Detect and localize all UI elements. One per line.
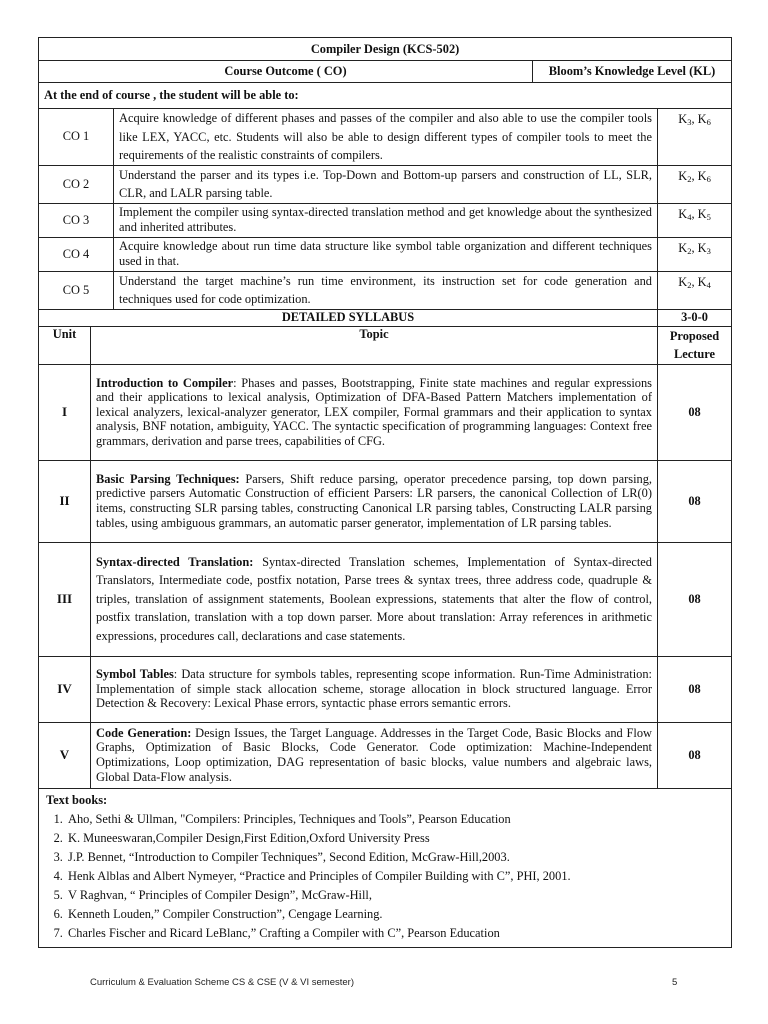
- kl-column-header: Bloom’s Knowledge Level (KL): [533, 61, 732, 83]
- unit-body: : Phases and passes, Bootstrapping, Finite state machines and regular expressions and their applications to lexical analysis, Optimization of DFA-Based Pattern Matchers implementation of lexical analyzers, lexical-analyzer generator, LEX compiler, Formal grammars and their application to syntax analysis, BNF notation, ambiguity, YACC. The syntactic specification of programming languages: Context free grammars, derivation and parse trees, capabilities of CFG.: [96, 375, 652, 448]
- co-kl: $K_4$, $K_5$: [658, 203, 732, 237]
- unit-lectures: 08: [658, 656, 732, 722]
- co-description: Implement the compiler using syntax-directed translation method and get knowledge about the synthesized and inherited attributes.: [114, 203, 658, 237]
- textbooks-heading: Text books:: [46, 792, 108, 807]
- textbook-item: 5. V Raghvan, “ Principles of Compiler Design”, McGraw-Hill,: [66, 886, 724, 905]
- unit-row: [39, 460, 732, 542]
- textbooks-section: [39, 788, 732, 947]
- unit-topic: [91, 656, 658, 722]
- co-row: [39, 203, 732, 237]
- unit-lectures: 08: [658, 542, 732, 656]
- unit-row: [39, 542, 732, 656]
- co-column-header: Course Outcome ( CO): [39, 61, 533, 83]
- unit-body: : Data structure for symbols tables, representing scope information. Run-Time Administration: Implementation of simple stack allocation scheme, storage allocation in block structured language. Error Detection & Recovery: Lexical Phase errors, syntactic phase errors semantic errors.: [96, 667, 652, 711]
- unit-number: III: [39, 542, 91, 656]
- unit-row: [39, 364, 732, 460]
- co-description: Acquire knowledge about run time data structure like symbol table organization and different techniques used in that.: [114, 237, 658, 271]
- unit-number: I: [39, 364, 91, 460]
- unit-number: IV: [39, 656, 91, 722]
- page-footer: [90, 977, 690, 988]
- topic-column-header: Topic: [91, 326, 658, 364]
- co-code: CO 5: [39, 271, 114, 309]
- co-code: CO 4: [39, 237, 114, 271]
- co-row: [39, 109, 732, 166]
- unit-topic: [91, 722, 658, 788]
- unit-lectures: 08: [658, 722, 732, 788]
- co-kl: $K_2$, $K_6$: [658, 165, 732, 203]
- co-row: [39, 237, 732, 271]
- unit-number: V: [39, 722, 91, 788]
- co-description: Understand the parser and its types i.e. Top-Down and Bottom-up parsers and construction of LL, SLR, CLR, and LALR parsing table.: [114, 165, 658, 203]
- unit-column-header: Unit: [39, 326, 91, 364]
- co-kl: $K_2$, $K_3$: [658, 237, 732, 271]
- textbook-item: 6. Kenneth Louden,” Compiler Construction”, Cengage Learning.: [66, 905, 724, 924]
- unit-title: Code Generation:: [96, 725, 192, 740]
- textbook-item: 2. K. Muneeswaran,Compiler Design,First Edition,Oxford University Press: [66, 829, 724, 848]
- outcome-intro: At the end of course , the student will be able to:: [39, 83, 732, 109]
- unit-lectures: 08: [658, 460, 732, 542]
- unit-title: Introduction to Compiler: [96, 375, 234, 390]
- syllabus-table: [38, 37, 732, 948]
- unit-topic: [91, 542, 658, 656]
- page-number: 5: [672, 977, 678, 988]
- unit-title: Syntax-directed Translation:: [96, 554, 254, 569]
- textbooks-list: [46, 810, 724, 943]
- course-title: Compiler Design (KCS-502): [39, 38, 732, 61]
- lecture-column-header: Proposed Lecture: [658, 326, 732, 364]
- co-row: [39, 165, 732, 203]
- co-row: [39, 271, 732, 309]
- unit-row: [39, 656, 732, 722]
- unit-body: Design Issues, the Target Language. Addresses in the Target Code, Basic Blocks and Flow Graphs, Optimization of Basic Blocks, Code Generator. Code optimization: Machine-Independent Optimizations, Loop optimization, DAG representation of basic blocks, value numbers and algebraic laws, Global Data-Flow analysis.: [96, 725, 652, 784]
- unit-body: Syntax-directed Translation schemes, Implementation of Syntax-directed Translators, Intermediate code, postfix notation, Parse trees & syntax trees, three address code, quadruple & triples, translation of assignment statements, Boolean expressions, statements that alter the flow of control, postfix translation, translation with a top down parser. More about translation: Array references in arithmetic expressions, procedures call, declarations and case statements.: [96, 554, 653, 643]
- unit-lectures: 08: [658, 364, 732, 460]
- syllabus-page: [38, 37, 731, 948]
- co-code: CO 1: [39, 109, 114, 166]
- unit-title: Symbol Tables: [96, 667, 174, 682]
- co-kl: $K_3$, $K_6$: [658, 109, 732, 166]
- textbook-item: 7. Charles Fischer and Ricard LeBlanc,” Crafting a Compiler with C”, Pearson Education: [66, 924, 724, 943]
- unit-row: [39, 722, 732, 788]
- textbook-item: 4. Henk Alblas and Albert Nymeyer, “Practice and Principles of Compiler Building with C”, PHI, 2001.: [66, 867, 724, 886]
- co-description: Understand the target machine’s run time environment, its instruction set for code generation and techniques used for code optimization.: [114, 271, 658, 309]
- co-code: CO 3: [39, 203, 114, 237]
- unit-topic: [91, 364, 658, 460]
- unit-title: Basic Parsing Techniques:: [96, 471, 240, 486]
- syllabus-heading: DETAILED SYLLABUS: [39, 309, 658, 326]
- unit-topic: [91, 460, 658, 542]
- co-code: CO 2: [39, 165, 114, 203]
- ltp-value: 3-0-0: [658, 309, 732, 326]
- co-description: Acquire knowledge of different phases and passes of the compiler and also able to use the compiler tools like LEX, YACC, etc. Students will also be able to design different types of compiler tools to meet the requirements of the realistic constraints of compilers.: [114, 109, 658, 166]
- textbook-item: 3. J.P. Bennet, “Introduction to Compiler Techniques”, Second Edition, McGraw-Hill,2003.: [66, 848, 724, 867]
- footer-text: Curriculum & Evaluation Scheme CS & CSE (V & VI semester): [90, 977, 354, 988]
- co-kl: $K_2$, $K_4$: [658, 271, 732, 309]
- unit-number: II: [39, 460, 91, 542]
- unit-body: Parsers, Shift reduce parsing, operator precedence parsing, top down parsing, predictive parsers Automatic Construction of efficient Parsers: LR parsers, the canonical Collection of LR(0) items, constructing SLR parsing tables, constructing Canonical LR parsing tables, Constructing LALR parsing tables, using ambiguous grammars, an automatic parser generator, implementation of LR parsing tables.: [96, 471, 652, 530]
- textbook-item: 1. Aho, Sethi & Ullman, "Compilers: Principles, Techniques and Tools”, Pearson Education: [66, 810, 724, 829]
